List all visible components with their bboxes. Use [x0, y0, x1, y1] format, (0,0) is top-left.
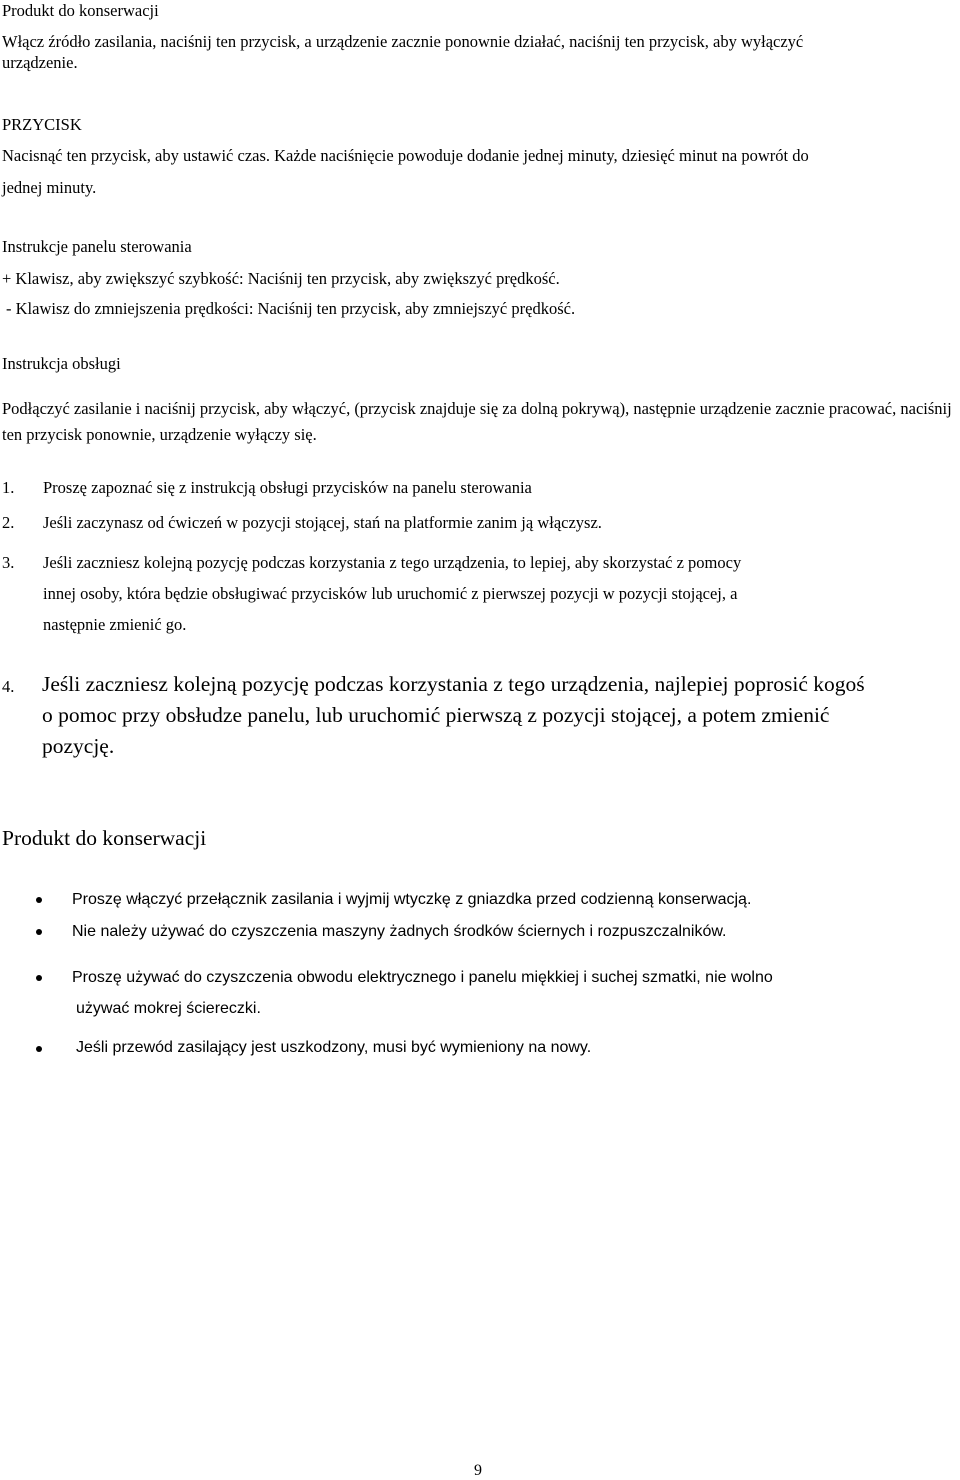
- speed-up-key-instruction: + Klawisz, aby zwiększyć szybkość: Naciśnij ten przycisk, aby zwiększyć prędkość.: [2, 269, 560, 288]
- bullet-item-text: Jeśli przewód zasilający jest uszkodzony, musi być wymieniony na nowy.: [76, 1039, 592, 1056]
- list-item-number: 2.: [2, 513, 15, 532]
- bullet-item-text: Proszę używać do czyszczenia obwodu elektrycznego i panelu miękkiej i suchej szmatki, nie wolno: [72, 969, 773, 986]
- bullet-dot: [36, 1046, 42, 1052]
- list-item-text: Jeśli zaczniesz kolejną pozycję podczas korzystania z tego urządzenia, najlepiej poprosić kogoś: [42, 672, 865, 696]
- bullet-dot: [36, 929, 42, 935]
- list-item-text: innej osoby, która będzie obsługiwać przycisków lub uruchomić z pierwszej pozycji w pozycji stojącej, a: [43, 584, 738, 603]
- power-instruction-line-2: urządzenie.: [2, 53, 78, 72]
- bullet-item-text: używać mokrej ściereczki.: [76, 1000, 261, 1017]
- list-item-text: następnie zmienić go.: [43, 615, 187, 634]
- bullet-dot: [36, 897, 42, 903]
- power-instruction-line-1: Włącz źródło zasilania, naciśnij ten przycisk, a urządzenie zacznie ponownie działać, naciśnij ten przycisk, aby wyłączyć: [2, 32, 804, 51]
- list-item-number: 4.: [2, 677, 15, 696]
- section-title-operation: Instrukcja obsługi: [2, 354, 121, 373]
- bullet-item-text: Nie należy używać do czyszczenia maszyny żadnych środków ściernych i rozpuszczalników.: [72, 923, 727, 940]
- list-item-text: Jeśli zaczniesz kolejną pozycję podczas korzystania z tego urządzenia, to lepiej, aby skorzystać z pomocy: [43, 553, 742, 572]
- section-title-maintenance-2: Produkt do konserwacji: [2, 826, 207, 850]
- list-item-text: Proszę zapoznać się z instrukcją obsługi przycisków na panelu sterowania: [43, 478, 532, 497]
- page-number: 9: [474, 1462, 482, 1479]
- speed-down-key-instruction: - Klawisz do zmniejszenia prędkości: Naciśnij ten przycisk, aby zmniejszyć prędkość.: [6, 299, 576, 318]
- operation-paragraph: Podłączyć zasilanie i naciśnij przycisk, aby włączyć, (przycisk znajduje się za dolną pokrywą), następnie urządzenie zacznie pracować, naciśnij ten przycisk ponownie, urządzenie wyłączy się.: [2, 399, 952, 444]
- list-item-number: 1.: [2, 478, 15, 497]
- list-item-text: o pomoc przy obsłudze panelu, lub uruchomić pierwszą z pozycji stojącej, a potem zmienić: [42, 703, 830, 727]
- section-title-maintenance: Produkt do konserwacji: [2, 1, 159, 20]
- button-description-line-2: jednej minuty.: [2, 178, 97, 197]
- button-description-line-1: Nacisnąć ten przycisk, aby ustawić czas. Każde naciśnięcie powoduje dodanie jednej minuty, dziesięć minut na powrót do: [2, 146, 809, 165]
- list-item-text: pozycję.: [42, 734, 115, 758]
- list-item-number: 3.: [2, 553, 15, 572]
- section-title-button: PRZYCISK: [2, 115, 82, 134]
- section-title-control-panel: Instrukcje panelu sterowania: [2, 237, 192, 256]
- list-item-text: Jeśli zaczynasz od ćwiczeń w pozycji stojącej, stań na platformie zanim ją włączysz.: [43, 513, 602, 532]
- bullet-item-text: Proszę włączyć przełącznik zasilania i wyjmij wtyczkę z gniazdka przed codzienną konserwacją.: [72, 891, 752, 908]
- bullet-dot: [36, 975, 42, 981]
